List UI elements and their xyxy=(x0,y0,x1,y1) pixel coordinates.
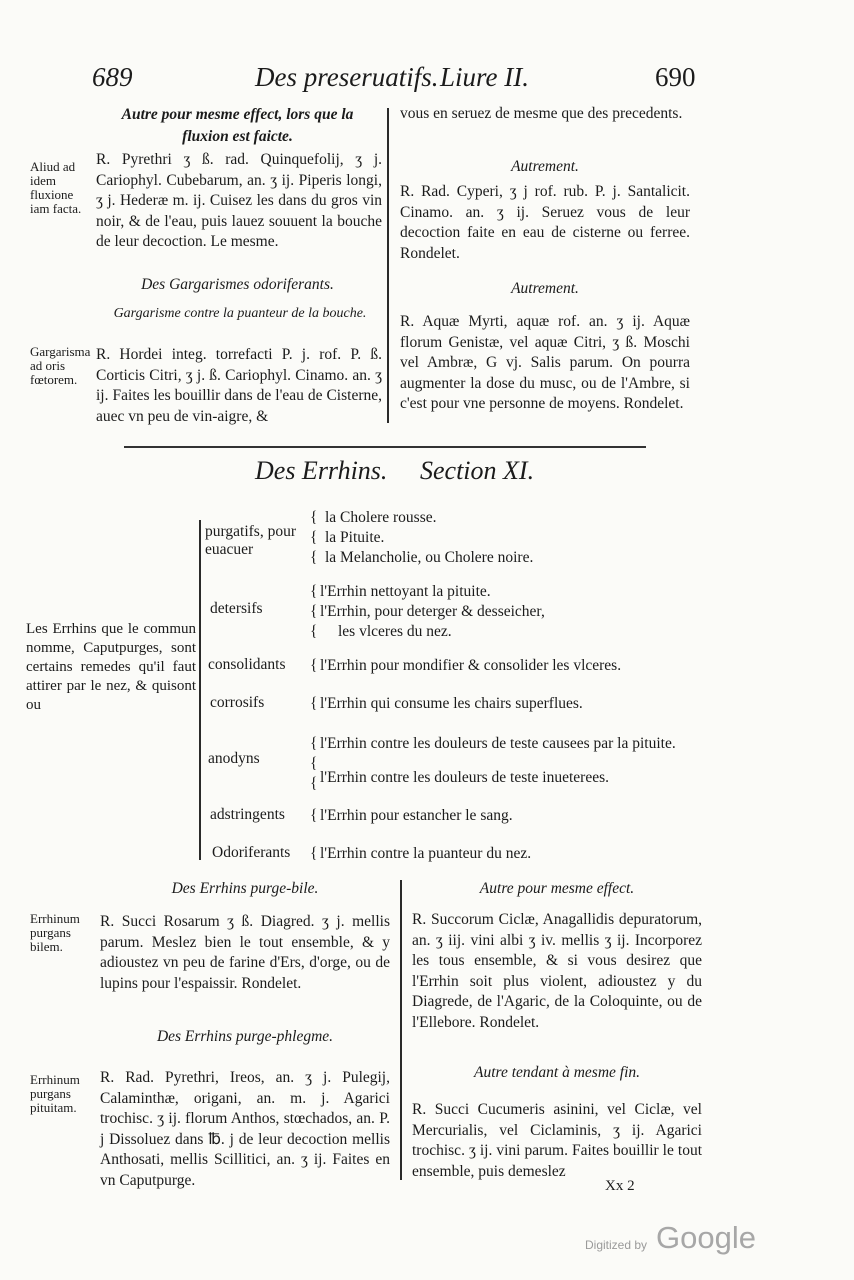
margin-note-aliud: Aliud ad idem fluxione iam facta. xyxy=(30,159,82,216)
brace-anodyns: { { { xyxy=(310,735,318,792)
title-autre-tendant: Autre tendant à mesme fin. xyxy=(473,1064,641,1081)
item-consume: l'Errhin qui consume les chairs superflues. xyxy=(320,695,583,712)
recipe-succorum-ciclae: R. Succorum Ciclæ, Anagallidis depuratorum, an. ʒ iij. vini albi ʒ iv. mellis ʒ ij. Incorporez les tous ensemble, & si vous desirez que l'Errhin soit plus violent, adioustez y du Diagrede, de l'Agaric, de la Coloquinte, ou de l'Ellebore. Rondelet. xyxy=(412,911,702,1031)
item-mondifier: l'Errhin pour mondifier & consolider les vlceres. xyxy=(320,657,622,674)
recipe-aquae-myrti: R. Aquæ Myrti, aquæ rof. an. ʒ ij. Aquæ florum Genistæ, vel aquæ Citri, ʒ ß. Moschi vel Ambræ, G vj. Salis parum. On pourra augmenter la dose du musc, ou de l'Ambre, si c'est pour vne personne de moyens. Rondelet. xyxy=(400,313,690,412)
subtitle-gargarisme: Gargarisme contre la puanteur de la bouche. xyxy=(113,306,367,321)
section-number: Section XI. xyxy=(420,456,535,485)
main-brace xyxy=(199,520,201,860)
brace-corrosifs: { xyxy=(310,695,318,712)
column-divider-top xyxy=(387,108,389,423)
category-consolidants: consolidants xyxy=(208,656,286,673)
item-puanteur-nez: l'Errhin contre la puanteur du nez. xyxy=(320,845,532,862)
item-douleurs-pituite: l'Errhin contre les douleurs de teste causees par la pituite. xyxy=(320,735,676,752)
title-gargarismes: Des Gargarismes odoriferants. xyxy=(141,276,334,293)
brace-adstringents: { xyxy=(310,807,318,824)
left-page-number: 689 xyxy=(92,62,133,92)
recipe-hordei: R. Hordei integ. torrefacti P. j. rof. P. ß. Corticis Citri, ʒ j. ß. Cariophyl. Cinamo. an. ʒ ij. Faites les bouillir dans de l'eau de Cisterne, auec vn peu de vin-aigre, & xyxy=(96,346,382,425)
errhins-intro: Les Errhins que le commun nomme, Caputpurges, sont certains remedes qu'il faut attirer par le nez, & quisont ou xyxy=(26,621,196,713)
category-adstringents: adstringents xyxy=(210,806,285,823)
item-estancher-sang: l'Errhin pour estancher le sang. xyxy=(320,807,513,824)
item-deterger: l'Errhin, pour deterger & desseicher, xyxy=(320,603,545,620)
title-errhins-purge-bile: Des Errhins purge-bile. xyxy=(171,880,319,897)
recipe-pyrethri-ireos: R. Rad. Pyrethri, Ireos, an. ʒ j. Pulegij, Calaminthæ, origani, an. m. j. Agarici trochisc. ʒ ij. florum Anthos, stœchados, an. P. j Dissoluez dans ℔. j de leur decoction mellis Anthosati, mellis Scillitici, an. ʒ ij. Faites en vn Caputpurge. xyxy=(100,1069,390,1189)
title-autrement-1: Autrement. xyxy=(511,158,579,175)
brace-detersifs: { { { xyxy=(310,583,318,640)
category-odoriferants: Odoriferants xyxy=(212,844,291,861)
google-logo: Google xyxy=(656,1220,756,1255)
category-anodyns: anodyns xyxy=(208,750,260,767)
item-douleurs-inueterees: l'Errhin contre les douleurs de teste inueterees. xyxy=(320,769,610,786)
running-title: Des preseruatifs. xyxy=(255,62,439,92)
item-cholere-rousse: la Cholere rousse. xyxy=(325,509,437,526)
book-label: Liure II. xyxy=(440,62,529,92)
brace-odoriferants: { xyxy=(310,845,318,862)
recipe-cyperi: R. Rad. Cyperi, ʒ j rof. rub. P. j. Santalicit. Cinamo. an. ʒ ij. Seruez vous de leur decoction faite en eau de cisterne ou ferree. Rondelet. xyxy=(400,183,690,262)
recipe-succi-cucumeris: R. Succi Cucumeris asinini, vel Ciclæ, vel Mercurialis, vel Ciclaminis, ʒ ij. Agarici trochisc. ʒ ij. vini parum. Faites bouillir le tout ensemble, puis demeslez xyxy=(412,1101,702,1180)
title-errhins-purge-phlegme: Des Errhins purge-phlegme. xyxy=(156,1028,334,1045)
category-detersifs: detersifs xyxy=(210,600,263,617)
margin-note-purgans-pituitam: Errhinum purgans pituitam. xyxy=(30,1072,80,1115)
category-corrosifs: corrosifs xyxy=(210,694,265,711)
title-autre-pour-mesme-effect: Autre pour mesme effect, lors que la fluxion est faicte. xyxy=(121,106,354,145)
signature-mark: Xx 2 xyxy=(605,1178,635,1194)
continuation-text: vous en seruez de mesme que des precedents. xyxy=(400,105,683,122)
margin-note-purgans-bilem: Errhinum purgans bilem. xyxy=(30,911,80,954)
brace-purgatifs: { { { xyxy=(310,509,318,566)
category-purgatifs: purgatifs, pour euacuer xyxy=(205,523,296,558)
brace-consolidants: { xyxy=(310,657,318,674)
margin-note-gargarisma: Gargarisma ad oris fœtorem. xyxy=(30,344,91,387)
title-autre-pour-mesme-effect-2: Autre pour mesme effect. xyxy=(479,880,635,897)
right-page-number: 690 xyxy=(655,62,696,92)
item-nettoyant: l'Errhin nettoyant la pituite. xyxy=(320,583,491,600)
section-rule xyxy=(124,446,646,448)
title-autrement-2: Autrement. xyxy=(511,280,579,297)
item-vlceres-nez: les vlceres du nez. xyxy=(338,623,452,640)
section-title: Des Errhins. xyxy=(255,456,388,485)
item-pituite: la Pituite. xyxy=(325,529,385,546)
item-melancholie: la Melancholie, ou Cholere noire. xyxy=(325,549,534,566)
recipe-succi-rosarum: R. Succi Rosarum ʒ ß. Diagred. ʒ j. mellis parum. Meslez bien le tout ensemble, & y adioustez vn peu de farine d'Ers, d'orge, ou de lupins pour l'espaissir. Rondelet. xyxy=(100,913,390,992)
column-divider-bottom xyxy=(400,880,402,1180)
recipe-pyrethri: R. Pyrethri ʒ ß. rad. Quinquefolij, ʒ j. Cariophyl. Cubebarum, an. ʒ ij. Piperis longi, ʒ j. Hederæ m. ij. Cuisez les dans du gros vin noir, & de l'eau, puis lauez souuent la bouche de leur decoction. Le mesme. xyxy=(96,151,382,250)
watermark-prefix: Digitized by xyxy=(585,1238,648,1252)
